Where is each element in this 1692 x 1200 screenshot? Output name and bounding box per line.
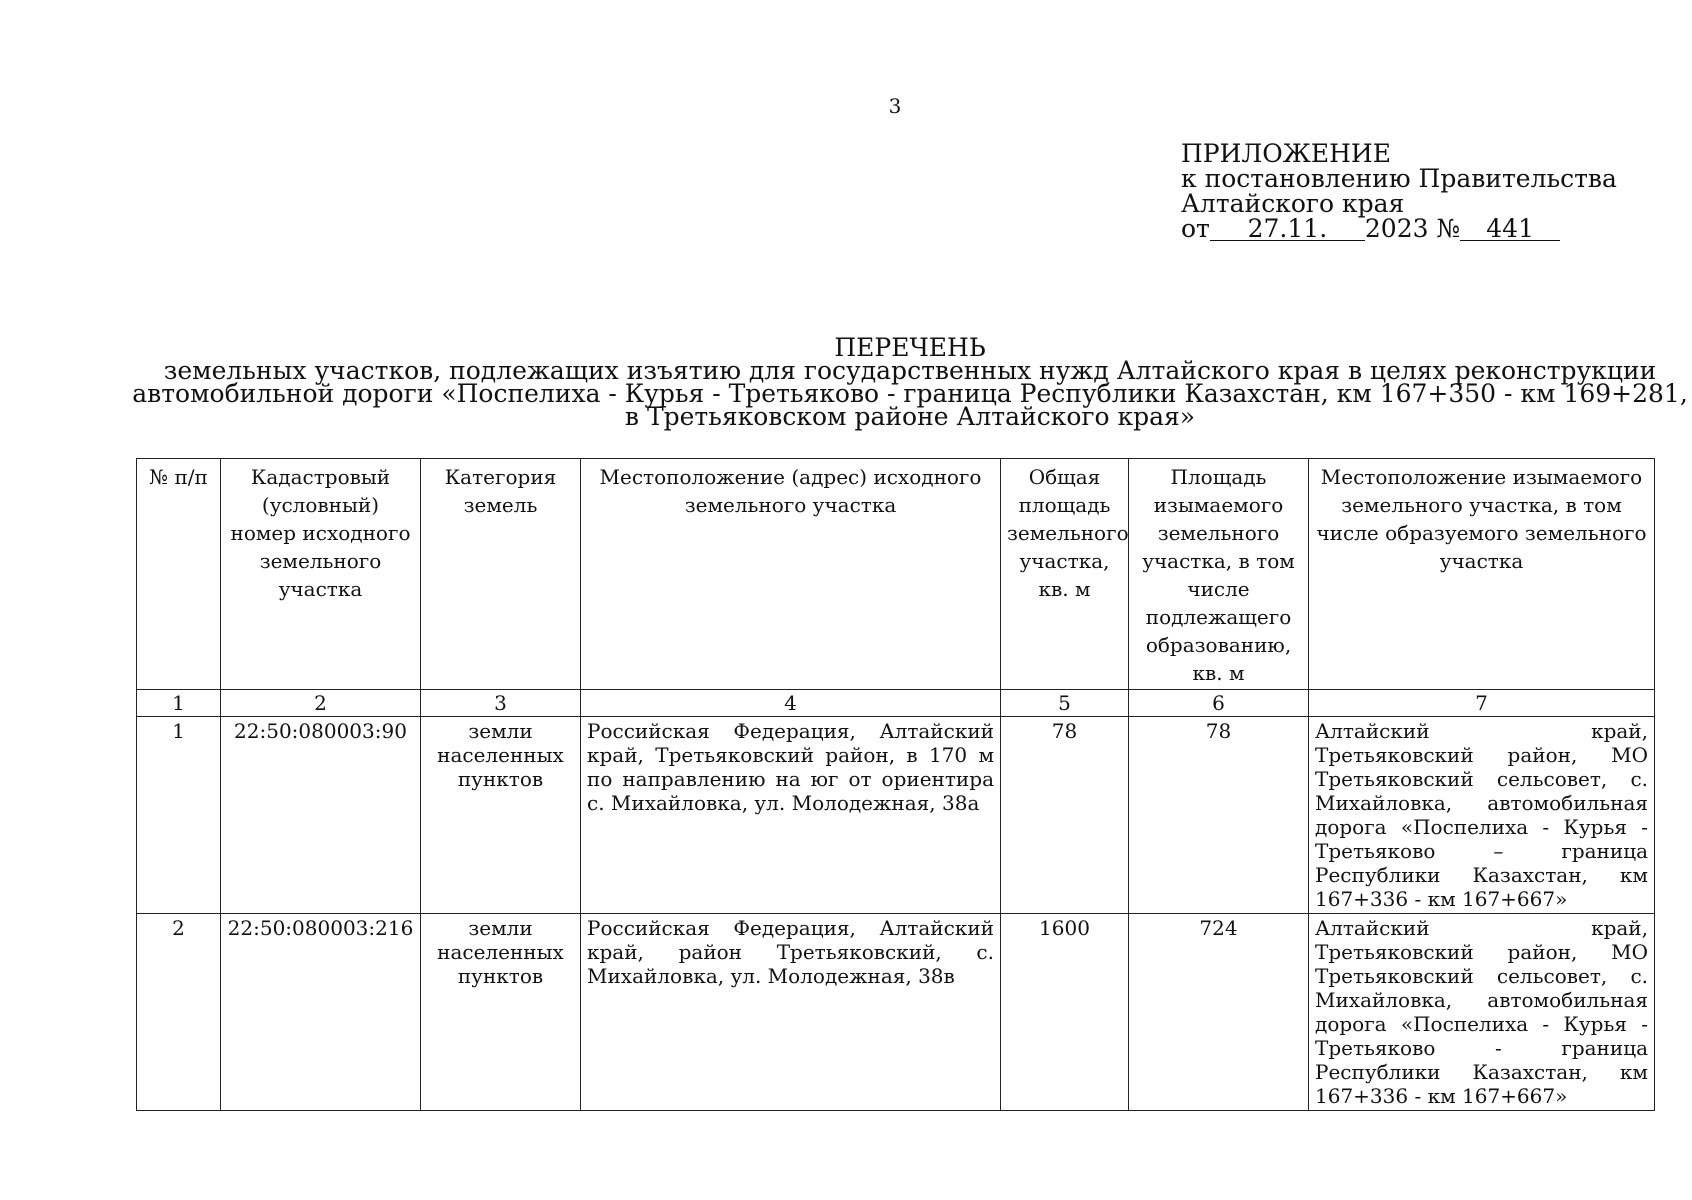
appendix-date-line <box>1181 216 1617 241</box>
header-cell: Местоположение изымаемого земельного участка, в том числе образуемого земельного участка <box>1309 459 1655 690</box>
column-number: 7 <box>1309 690 1655 717</box>
date-value: 27.11. <box>1247 214 1328 243</box>
year-value: 2023 <box>1364 214 1429 243</box>
row-number: 1 <box>137 717 221 914</box>
number-field <box>1460 214 1560 243</box>
header-cell: Общая площадь земельного участка, кв. м <box>1001 459 1129 690</box>
column-number: 2 <box>221 690 421 717</box>
document-heading <box>120 333 1692 431</box>
appendix-block <box>1181 141 1617 241</box>
table-header-row <box>137 459 1655 690</box>
column-number: 4 <box>581 690 1001 717</box>
seized-location: Алтайский край, Третьяковский район, МО Третьяковский сельсовет, с. Михайловка, автомобильная дорога «Поспелиха - Курья - Третьяково – граница Республики Казахстан, км 167+336 - км 167+667» <box>1309 717 1655 914</box>
seized-area: 78 <box>1129 717 1309 914</box>
appendix-line-1: к постановлению Правительства <box>1181 164 1617 193</box>
land-category: земли населенных пунктов <box>421 717 581 914</box>
column-number-row <box>137 690 1655 717</box>
land-plots-table <box>136 458 1655 1111</box>
number-label: № <box>1436 214 1461 243</box>
header-cell: Местоположение (адрес) исходного земельного участка <box>581 459 1001 690</box>
column-number: 5 <box>1001 690 1129 717</box>
appendix-line-2: Алтайского края <box>1181 189 1405 218</box>
heading-line-3: в Третьяковском районе Алтайского края» <box>624 402 1196 431</box>
cadastral-number: 22:50:080003:90 <box>221 717 421 914</box>
column-number: 6 <box>1129 690 1309 717</box>
source-address: Российская Федерация, Алтайский край, Третьяковский район, в 170 м по направлению на юг от ориентира с. Михайловка, ул. Молодежная, 38а <box>581 717 1001 914</box>
column-number: 3 <box>421 690 581 717</box>
cadastral-number: 22:50:080003:216 <box>221 914 421 1111</box>
appendix-title: ПРИЛОЖЕНИЕ <box>1181 139 1391 168</box>
seized-location: Алтайский край, Третьяковский район, МО Третьяковский сельсовет, с. Михайловка, автомобильная дорога «Поспелиха - Курья - Третьяково - граница Республики Казахстан, км 167+336 - км 167+667» <box>1309 914 1655 1111</box>
total-area: 78 <box>1001 717 1129 914</box>
total-area: 1600 <box>1001 914 1129 1111</box>
land-category: земли населенных пунктов <box>421 914 581 1111</box>
seized-area: 724 <box>1129 914 1309 1111</box>
page-number: 3 <box>888 94 902 118</box>
row-number: 2 <box>137 914 221 1111</box>
number-value: 441 <box>1486 214 1534 243</box>
heading-title: ПЕРЕЧЕНЬ <box>834 333 986 362</box>
header-cell: Кадастровый (условный) номер исходного земельного участка <box>221 459 421 690</box>
header-cell: Площадь изымаемого земельного участка, в том числе подлежащего образованию, кв. м <box>1129 459 1309 690</box>
source-address: Российская Федерация, Алтайский край, район Третьяковский, с. Михайловка, ул. Молодежная, 38в <box>581 914 1001 1111</box>
from-label: от <box>1181 214 1210 243</box>
table-row <box>137 914 1655 1111</box>
heading-line-1: земельных участков, подлежащих изъятию для государственных нужд Алтайского края в целях реконструкции <box>163 356 1657 385</box>
date-field <box>1210 214 1365 243</box>
header-cell: Категория земель <box>421 459 581 690</box>
column-number: 1 <box>137 690 221 717</box>
heading-line-2: автомобильной дороги «Поспелиха - Курья - Третьяково - граница Республики Казахстан, км 167+350 - км 169+281, <box>132 379 1688 408</box>
table-row <box>137 717 1655 914</box>
header-cell: № п/п <box>137 459 221 690</box>
